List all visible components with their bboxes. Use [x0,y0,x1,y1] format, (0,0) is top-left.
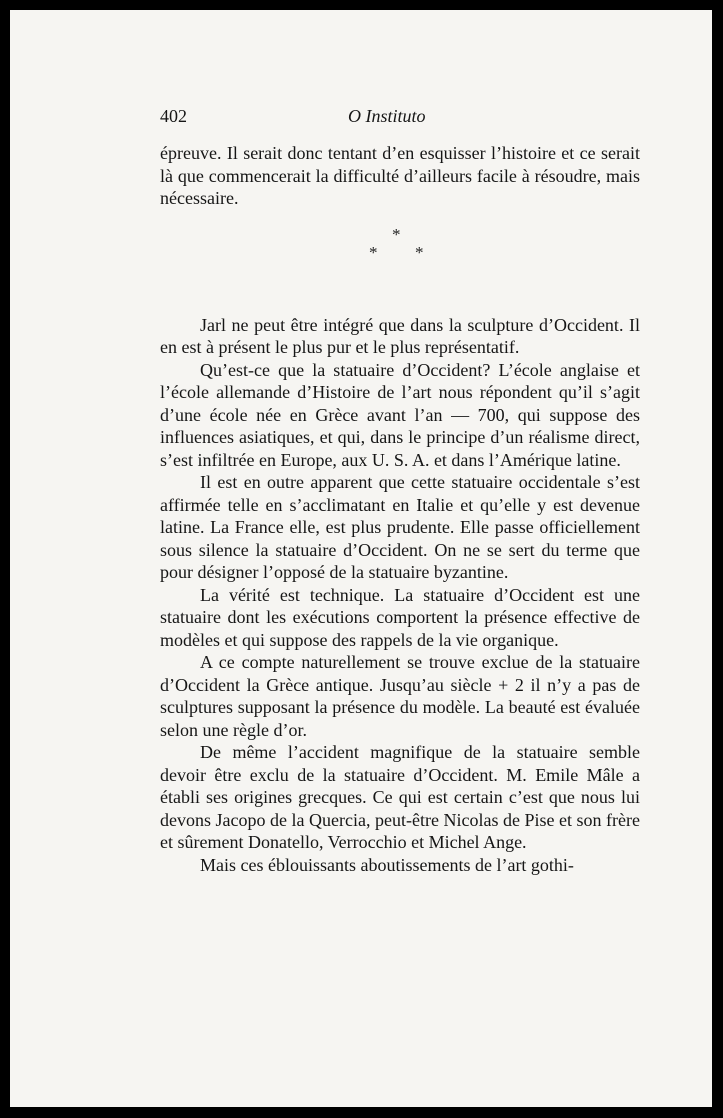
page-number: 402 [160,106,187,126]
paragraph-accident: De même l’accident magnifique de la statuaire semble devoir être exclu de la statuaire d’Occident. M. Emile Mâle a établi ses origines grecques. Ce qui est certain c’est que nous lui devons Jacopo de la Quercia, peut-être Nicolas de Pise et son frère et sûrement Donatello, Verrocchio et Michel Ange. [160,742,640,852]
paragraph-gothique: Mais ces éblouissants aboutissements de l’art gothi- [200,854,574,875]
paragraph-verite: La vérité est technique. La statuaire d’Occident est une statuaire dont les exécutions comportent la présence effective de modèles et qui suppose des rappels de la vie organique. [160,584,640,650]
paragraph-grece: A ce compte naturellement se trouve exclue de la statuaire d’Occident la Grèce antique. Jusqu’au siècle + 2 il n’y a pas de sculptures supposant la présence du modèle. La beauté est évaluée selon une règle d’or. [160,652,640,740]
running-head [160,106,640,128]
book-page [10,10,712,1107]
section-break-asterism [160,224,640,284]
continuation-paragraph: épreuve. Il serait donc tentant d’en esquisser l’histoire et ce serait là que commencerait la difficulté d’ailleurs facile à résoudre, mais nécessaire. [160,143,640,208]
asterism-star-top: * [392,224,401,244]
asterism-star-right: * [415,242,424,262]
journal-title: O Instituto [348,106,426,126]
paragraph-jarl: Jarl ne peut être intégré que dans la sculpture d’Occident. Il en est à présent le plus pur et le plus représentatif. [160,314,640,357]
asterism-star-left: * [369,242,378,262]
paragraph-occidentale: Il est en outre apparent que cette statuaire occidentale s’est affirmée telle en s’acclimatant en Italie et qu’elle y est devenue latine. La France elle, est plus prudente. Elle passe officiellement sous silence la statuaire d’Occident. On ne se sert du terme que pour désigner l’opposé de la statuaire byzantine. [160,472,640,582]
paragraph-statuaire-question: Qu’est-ce que la statuaire d’Occident? L’école anglaise et l’école allemande d’Histoire de l’art nous répondent qu’il s’agit d’une école née en Grèce avant l’an — 700, qui suppose des influences asiatiques, et qui, dans le principe d’un réalisme direct, s’est infiltrée en Europe, aux U. S. A. et dans l’Amérique latine. [160,359,640,470]
body-text [160,142,640,876]
